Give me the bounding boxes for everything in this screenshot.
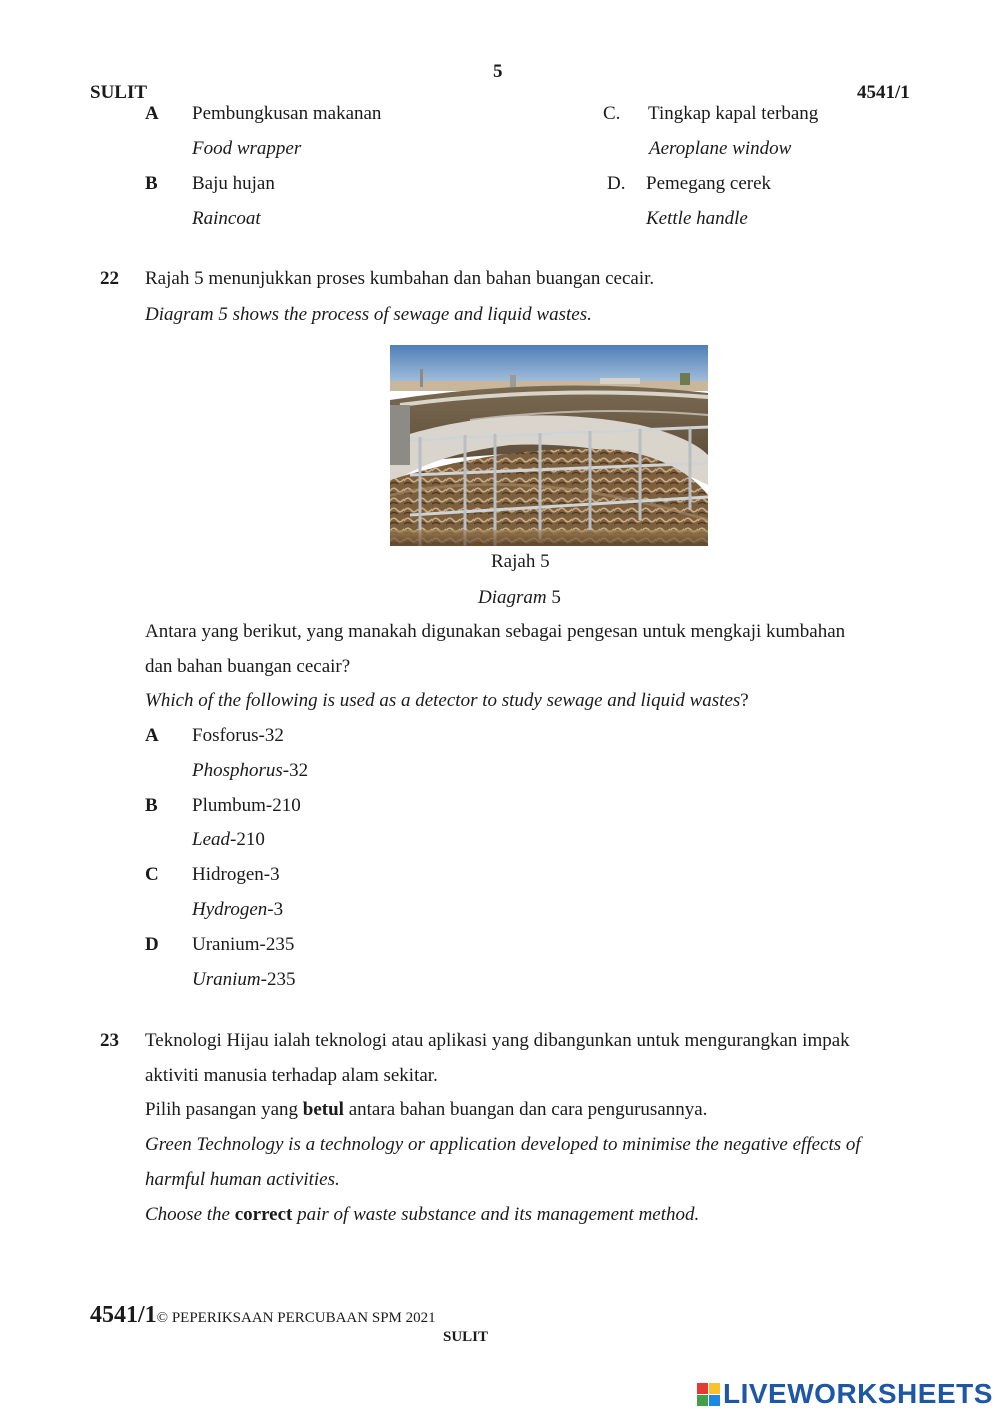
- header-paper-code: 4541/1: [857, 82, 910, 103]
- option-a-en-suffix: -32: [282, 760, 309, 781]
- sewage-treatment-photo: [390, 345, 708, 546]
- question-23-en-line-1: Green Technology is a technology or application developed to minimise the negative effects of: [145, 1134, 861, 1155]
- question-23-number: 23: [100, 1030, 119, 1051]
- option-text-en: Aeroplane window: [649, 138, 792, 159]
- option-text-en: Food wrapper: [192, 138, 302, 159]
- option-c-en-suffix: -3: [267, 899, 284, 920]
- question-22-ms-line-2: dan bahan buangan cecair?: [145, 656, 351, 677]
- footer-paper-code: 4541/1: [90, 1302, 157, 1328]
- option-letter: C.: [603, 103, 621, 124]
- option-d-en-name: Uranium: [192, 969, 261, 990]
- choose-ms-post: antara bahan buangan dan cara pengurusannya.: [343, 1099, 708, 1120]
- question-23-ms-line-1: Teknologi Hijau ialah teknologi atau aplikasi yang dibangunkan untuk mengurangkan impak: [145, 1030, 850, 1051]
- option-text-ms: Tingkap kapal terbang: [648, 103, 819, 124]
- question-22-number: 22: [100, 268, 119, 289]
- question-22-stem-en: Diagram 5 shows the process of sewage and liquid wastes.: [145, 304, 592, 325]
- option-d-en: [192, 969, 295, 991]
- option-letter-a: A: [145, 725, 159, 746]
- choose-en-pre: Choose the: [145, 1204, 235, 1225]
- diagram-caption-en: [478, 587, 561, 609]
- question-22-en: [145, 690, 749, 712]
- caption-en-number: 5: [546, 587, 561, 608]
- question-22-en-mark: ?: [740, 690, 749, 711]
- option-a-en-name: Phosphorus: [192, 760, 283, 781]
- option-a-en: [192, 760, 308, 782]
- question-23-choose-ms: [145, 1099, 707, 1121]
- option-d-en-suffix: -235: [260, 969, 296, 990]
- option-letter: D.: [607, 173, 626, 194]
- page-number: 5: [493, 61, 503, 82]
- choose-ms-pre: Pilih pasangan yang: [145, 1099, 303, 1120]
- choose-ms-bold: betul: [302, 1099, 344, 1120]
- option-text-ms: Baju hujan: [192, 173, 275, 194]
- option-letter-c: C: [145, 864, 159, 885]
- diagram-caption-ms: Rajah 5: [491, 551, 550, 572]
- option-text-en: Raincoat: [192, 208, 261, 229]
- option-a-ms: Fosforus-32: [192, 725, 284, 746]
- question-22-en-text: Which of the following is used as a detector to study sewage and liquid wastes: [145, 690, 741, 711]
- question-22-ms-line-1: Antara yang berikut, yang manakah digunakan sebagai pengesan untuk mengkaji kumbahan: [145, 621, 846, 642]
- option-d-ms: Uranium-235: [192, 934, 295, 955]
- choose-en-post: pair of waste substance and its management method.: [292, 1204, 700, 1225]
- option-letter-b: B: [145, 795, 158, 816]
- question-23-ms-line-2: aktiviti manusia terhadap alam sekitar.: [145, 1065, 438, 1086]
- question-23-en-line-2: harmful human activities.: [145, 1169, 340, 1190]
- option-letter-d: D: [145, 934, 159, 955]
- option-b-en-name: Lead: [192, 829, 230, 850]
- option-c-en-name: Hydrogen: [192, 899, 268, 920]
- option-b-ms: Plumbum-210: [192, 795, 301, 816]
- option-letter: A: [145, 103, 159, 124]
- option-c-en: [192, 899, 283, 921]
- option-text-en: Kettle handle: [646, 208, 748, 229]
- footer-sulit: SULIT: [443, 1329, 489, 1345]
- option-text-ms: Pemegang cerek: [646, 173, 772, 194]
- question-22-stem-ms: Rajah 5 menunjukkan proses kumbahan dan bahan buangan cecair.: [145, 268, 655, 289]
- option-letter: B: [145, 173, 158, 194]
- choose-en-bold: correct: [234, 1204, 293, 1225]
- footer-copyright-line: [90, 1302, 436, 1329]
- option-text-ms: Pembungkusan makanan: [192, 103, 382, 124]
- footer-copyright: © PEPERIKSAAN PERCUBAAN SPM 2021: [156, 1310, 436, 1326]
- option-b-en-suffix: -210: [230, 829, 265, 850]
- header-sulit: SULIT: [90, 82, 148, 103]
- liveworksheets-logo: [697, 1378, 993, 1410]
- question-23-choose-en: [145, 1204, 699, 1226]
- liveworksheets-wordmark: LIVEWORKSHEETS: [723, 1378, 993, 1409]
- option-b-en: [192, 829, 265, 851]
- liveworksheets-logo-icon: [697, 1383, 720, 1406]
- caption-en-word: Diagram: [478, 587, 547, 608]
- option-c-ms: Hidrogen-3: [192, 864, 280, 885]
